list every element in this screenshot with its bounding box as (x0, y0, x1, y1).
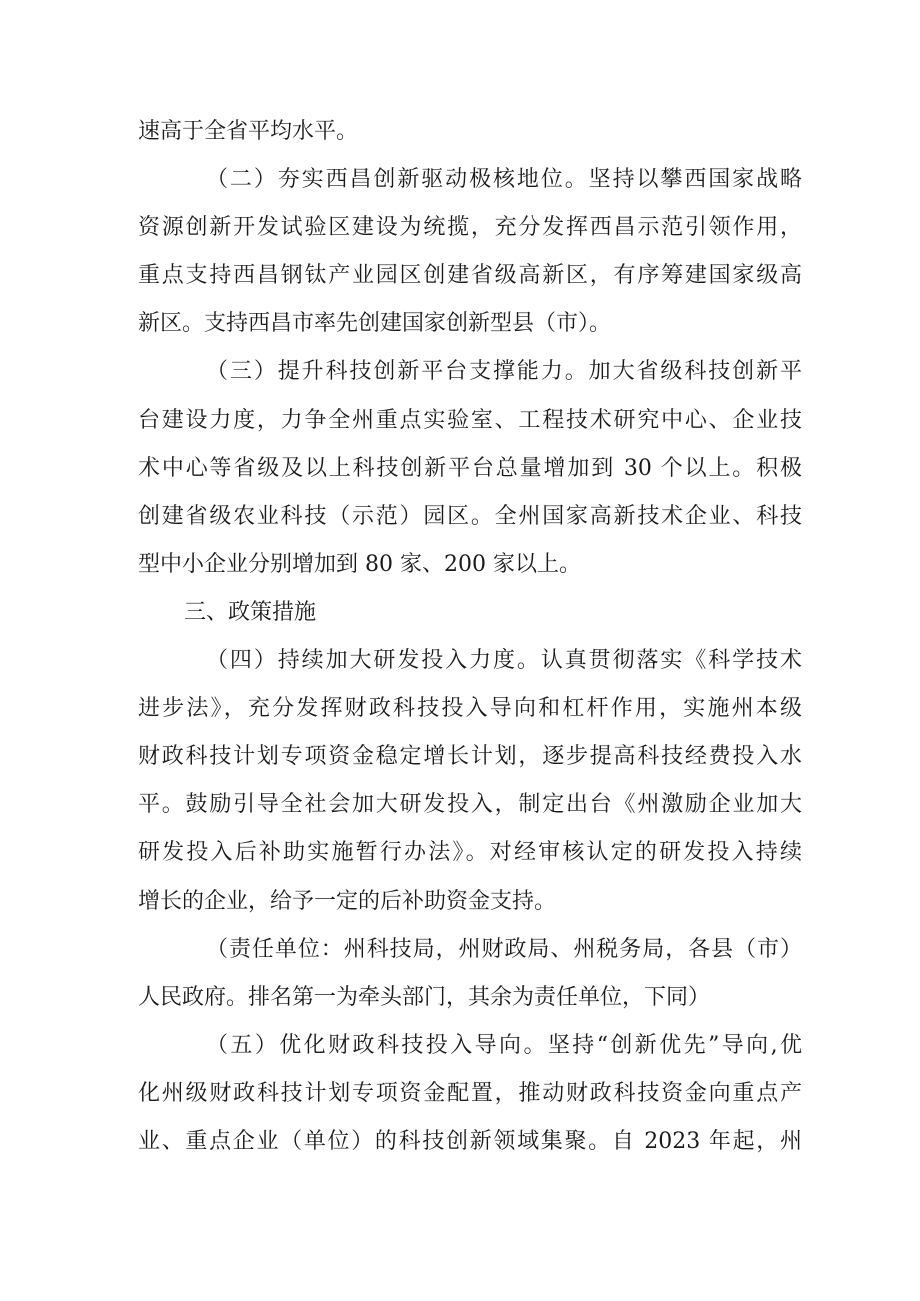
paragraph-line: 型中小企业分别增加到 80 家、200 家以上。 (138, 551, 581, 577)
paragraph-line: 人民政府。排名第一为牵头部门，其余为责任单位，下同） (138, 984, 711, 1010)
paragraph-line: 增长的企业，给予一定的后补助资金支持。 (138, 888, 557, 914)
paragraph-line: 业、重点企业（单位）的科技创新领域集聚。自 2023 年起，州 (138, 1128, 802, 1154)
paragraph-line: （五）优化财政科技投入导向。坚持“创新优先”导向,优 (206, 1032, 802, 1058)
document-body (138, 108, 802, 1166)
paragraph-line: 新区。支持西昌市率先创建国家创新型县（市）。 (138, 311, 612, 337)
paragraph-line: 研发投入后补助实施暂行办法》。对经审核认定的研发投入持续 (138, 840, 802, 866)
paragraph-line: 台建设力度，力争全州重点实验室、工程技术研究中心、企业技 (138, 407, 802, 433)
paragraph-line: 重点支持西昌钢钛产业园区创建省级高新区，有序筹建国家级高 (138, 263, 802, 289)
paragraph-line: 创建省级农业科技（示范）园区。全州国家高新技术企业、科技 (138, 503, 802, 529)
section-heading: 三、政策措施 (184, 599, 317, 625)
paragraph-line: （三）提升科技创新平台支撑能力。加大省级科技创新平 (206, 359, 802, 385)
paragraph-line: 平。鼓励引导全社会加大研发投入，制定出台《州激励企业加大 (138, 792, 802, 818)
paragraph-line: 化州级财政科技计划专项资金配置，推动财政科技资金向重点产 (138, 1080, 802, 1106)
paragraph-line: 速高于全省平均水平。 (138, 119, 359, 144)
paragraph-line: （责任单位：州科技局，州财政局、州税务局，各县（市） (206, 936, 802, 962)
paragraph-line: 术中心等省级及以上科技创新平台总量增加到 30 个以上。积极 (138, 455, 802, 481)
paragraph-line: 资源创新开发试验区建设为统揽，充分发挥西昌示范引领作用， (138, 215, 802, 241)
paragraph-line: 财政科技计划专项资金稳定增长计划，逐步提高科技经费投入水 (138, 744, 802, 770)
paragraph-line: （二）夯实西昌创新驱动极核地位。坚持以攀西国家战略 (206, 167, 802, 193)
paragraph-line: 进步法》，充分发挥财政科技投入导向和杠杆作用，实施州本级 (138, 696, 802, 722)
paragraph-line: （四）持续加大研发投入力度。认真贯彻落实《科学技术 (206, 648, 802, 674)
